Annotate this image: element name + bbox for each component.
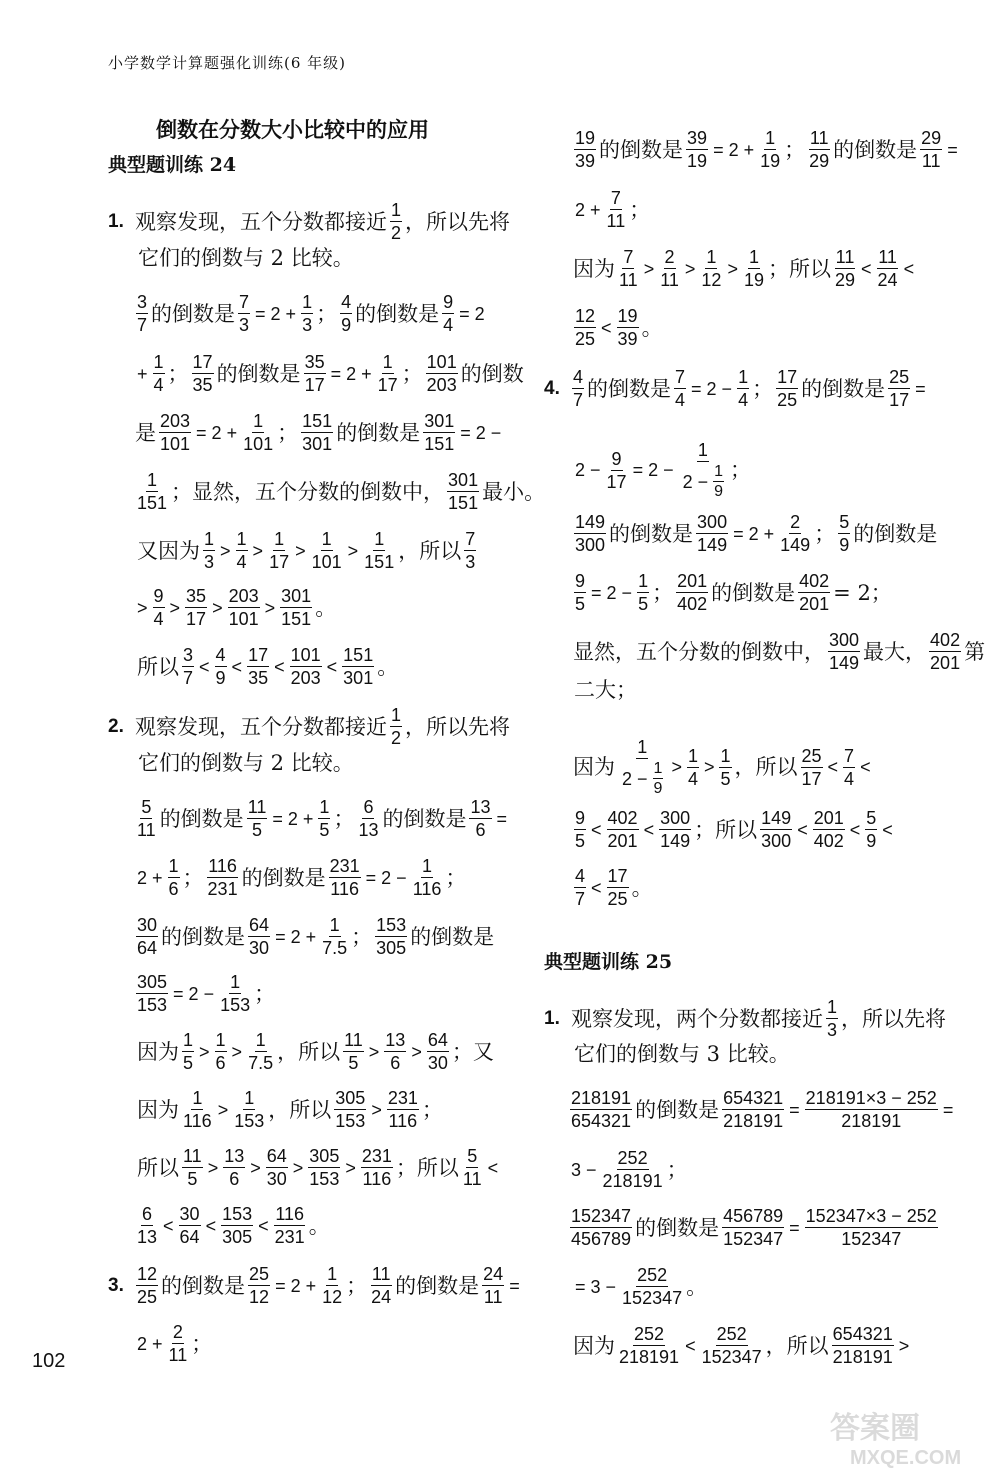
problem-number: 1.: [544, 1007, 560, 1029]
section-25-problem-1-line-6: = 3 − $\frac{252}{152347}$ 。: [575, 1265, 708, 1308]
problem-2-line-4: 2 + $\frac{1}{6}$ ； $\frac{116}{231}$ 的倒数是 $\frac{231}{116}$ = 2 − $\frac{1}{116}$ ；: [137, 856, 467, 899]
problem-4-line-8: $\frac{9}{5}$ < $\frac{402}{201}$ < $\frac{300}{149}$ ；所以 $\frac{149}{300}$ < $\frac{201}{402}$ < $\frac{5}{9}$ <: [575, 808, 893, 851]
problem-1-line-7: 又因为 $\frac{1}{3}$ > $\frac{1}{4}$ > $\frac{1}{17}$ > $\frac{1}{101}$ > $\frac{1}{151}$ ，所以 $\frac{7}{3}$: [137, 529, 476, 572]
watermark-logo: [820, 1400, 990, 1470]
problem-4-line-4: $\frac{9}{5}$ = 2 − $\frac{1}{5}$ ； $\frac{201}{402}$ 的倒数是 $\frac{402}{201}$ = 2；: [575, 571, 892, 614]
problem-4-line-9: $\frac{4}{7}$ < $\frac{17}{25}$ 。: [575, 866, 653, 909]
problem-3-line-1: 3. $\frac{12}{25}$ 的倒数是 $\frac{25}{12}$ = 2 + $\frac{1}{12}$ ； $\frac{11}{24}$ 的倒数是 $\frac{24}{11}$ =: [108, 1264, 520, 1307]
problem-number: 1.: [108, 210, 124, 232]
problem-1-line-9: 所以 $\frac{3}{7}$ < $\frac{4}{9}$ < $\frac{17}{35}$ < $\frac{101}{203}$ < $\frac{151}{301}$ 。: [137, 645, 399, 688]
problem-4-line-3: $\frac{149}{300}$ 的倒数是 $\frac{300}{149}$ = 2 + $\frac{2}{149}$ ； $\frac{5}{9}$ 的倒数是: [575, 512, 938, 555]
problem-2-line-7: 因为 $\frac{1}{5}$ > $\frac{1}{6}$ > $\frac{1}{7.5}$ ，所以 $\frac{11}{5}$ > $\frac{13}{6}$ > $\frac{64}{30}$ ；又: [137, 1030, 494, 1073]
problem-2-line-8: 因为 $\frac{1}{116}$ > $\frac{1}{153}$ ，所以 $\frac{305}{153}$ > $\frac{231}{116}$ ；: [137, 1088, 443, 1131]
fraction: $\frac{3}{7}$: [137, 292, 148, 335]
section-25-problem-1-line-2: 它们的倒数与 3 比较。: [574, 1042, 790, 1066]
fraction: $\frac{17}{35}$: [192, 352, 213, 395]
problem-4-line-7: 因为 1 2 − $\frac{1}{9}$ > $\frac{1}{4}$ > $\frac{1}{5}$ ，所以 $\frac{25}{17}$ < $\frac{7}{4}$ <: [573, 737, 871, 797]
fraction: $\frac{1}{101}$: [243, 411, 274, 454]
problem-1-line-1: [108, 200, 511, 243]
fraction: $\frac{7}{3}$: [239, 292, 250, 335]
problem-2-line-9: 所以 $\frac{11}{5}$ > $\frac{13}{6}$ > $\frac{64}{30}$ > $\frac{305}{153}$ > $\frac{231}{116}$ ；所以 $\frac{5}{11}$ <: [137, 1146, 499, 1189]
problem-1-line-8: > $\frac{9}{4}$ > $\frac{35}{17}$ > $\frac{203}{101}$ > $\frac{301}{151}$ 。: [137, 586, 337, 629]
article-title: 倒数在分数大小比较中的应用: [156, 117, 429, 142]
watermark-text: 答案圈: [830, 1411, 920, 1446]
section-25-problem-1-line-4: 3 − $\frac{252}{218191}$ ；: [571, 1148, 688, 1191]
problem-2-line-5: $\frac{30}{64}$ 的倒数是 $\frac{64}{30}$ = 2 + $\frac{1}{7.5}$ ； $\frac{153}{305}$ 的倒数是: [137, 915, 495, 958]
complex-fraction: 1 2 − $\frac{1}{9}$: [682, 440, 724, 500]
section-title-24: 典型题训练 24: [108, 154, 237, 176]
watermark-url: MXQE.COM: [850, 1447, 962, 1469]
problem-number: 4.: [544, 377, 560, 399]
fraction: $\frac{203}{101}$: [160, 411, 191, 454]
section-25-problem-1-line-1: 1. 观察发现，两个分数都接近 $\frac{1}{3}$ ，所以先将: [544, 997, 947, 1040]
problem-3-line-2: 2 + $\frac{2}{11}$ ；: [137, 1322, 213, 1365]
problem-4-line-6: 二大；: [574, 678, 637, 702]
problem-3-line-6: $\frac{12}{25}$ < $\frac{19}{39}$ 。: [575, 306, 663, 349]
problem-3-line-3: $\frac{19}{39}$ 的倒数是 $\frac{39}{19}$ = 2 + $\frac{1}{19}$ ； $\frac{11}{29}$ 的倒数是 $\frac{29}{11}$ =: [575, 128, 958, 171]
problem-2-line-1: 2. 观察发现，五个分数都接近 $\frac{1}{2}$ ，所以先将: [108, 705, 511, 748]
section-25-problem-1-line-5: $\frac{152347}{456789}$ 的倒数是 $\frac{456789}{152347}$ = $\frac{152347\times 3 - 252}{152347}$: [571, 1206, 937, 1249]
problem-4-line-2: 2 − $\frac{9}{17}$ = 2 − 1 2 − $\frac{1}{9}$ ；: [575, 440, 752, 500]
problem-3-line-4: 2 + $\frac{7}{11}$ ；: [575, 188, 651, 231]
problem-number: 2.: [108, 715, 124, 737]
text: ，所以先将: [405, 209, 511, 234]
problem-1-line-2: 它们的倒数与 2 比较。: [138, 246, 354, 270]
fraction: $\frac{301}{151}$: [448, 470, 479, 513]
problem-2-line-6: $\frac{305}{153}$ = 2 − $\frac{1}{153}$ ；: [137, 972, 276, 1015]
fraction: $\frac{1}{4}$: [153, 352, 164, 395]
problem-1-line-4: + $\frac{1}{4}$ ； $\frac{17}{35}$ 的倒数是 $\frac{35}{17}$ = 2 + $\frac{1}{17}$ ； $\frac{101}{203}$ 的倒数: [137, 352, 524, 395]
problem-1-line-6: $\frac{1}{151}$ ；显然，五个分数的倒数中， $\frac{301}{151}$ 最小。: [137, 470, 546, 513]
problem-4-line-1: 4. $\frac{4}{7}$ 的倒数是 $\frac{7}{4}$ = 2 − $\frac{1}{4}$ ； $\frac{17}{25}$ 的倒数是 $\frac{25}{17}$ =: [544, 367, 926, 410]
section-25-problem-1-line-7: 因为 $\frac{252}{218191}$ < $\frac{252}{152347}$ ，所以 $\frac{654321}{218191}$ >: [573, 1324, 910, 1367]
page-header: 小学数学计算题强化训练(6 年级): [108, 54, 347, 72]
fraction: $\frac{1}{3}$: [302, 292, 313, 335]
problem-2-line-3: $\frac{5}{11}$ 的倒数是 $\frac{11}{5}$ = 2 + $\frac{1}{5}$ ； $\frac{6}{13}$ 的倒数是 $\frac{13}{6}$ =: [137, 797, 508, 840]
fraction: $\frac{9}{4}$: [443, 292, 454, 335]
fraction: $\frac{1}{2}$: [391, 200, 402, 243]
problem-2-line-2: 它们的倒数与 2 比较。: [138, 751, 354, 775]
problem-2-line-10: $\frac{6}{13}$ < $\frac{30}{64}$ < $\frac{153}{305}$ < $\frac{116}{231}$ 。: [137, 1204, 330, 1247]
fraction: $\frac{1}{17}$: [377, 352, 398, 395]
complex-fraction: 1 2 − $\frac{1}{9}$: [622, 737, 663, 797]
section-25-problem-1-line-3: $\frac{218191}{654321}$ 的倒数是 $\frac{654321}{218191}$ = $\frac{218191\times 3 - 252}{218191}$ =: [571, 1088, 954, 1131]
problem-1-line-3: $\frac{3}{7}$ 的倒数是 $\frac{7}{3}$ = 2 + $\frac{1}{3}$ ； $\frac{4}{9}$ 的倒数是 $\frac{9}{4}$ = 2: [137, 292, 485, 335]
fraction: $\frac{101}{203}$: [426, 352, 457, 395]
fraction: $\frac{1}{151}$: [137, 470, 168, 513]
problem-4-line-5: 显然，五个分数的倒数中， $\frac{300}{149}$ 最大， $\frac{402}{201}$ 第: [573, 630, 986, 673]
fraction: $\frac{4}{9}$: [341, 292, 352, 335]
fraction: $\frac{151}{301}$: [302, 411, 333, 454]
section-title-25: 典型题训练 25: [544, 951, 673, 973]
fraction: $\frac{301}{151}$: [424, 411, 455, 454]
problem-number: 3.: [108, 1274, 124, 1296]
text: 观察发现，五个分数都接近: [135, 209, 387, 234]
problem-3-line-5: 因为 $\frac{7}{11}$ > $\frac{2}{11}$ > $\frac{1}{12}$ > $\frac{1}{19}$ ；所以 $\frac{11}{29}$ < $\frac{11}{24}$ <: [573, 247, 915, 290]
page-number: 102: [32, 1350, 66, 1372]
problem-1-line-5: 是 $\frac{203}{101}$ = 2 + $\frac{1}{101}$ ； $\frac{151}{301}$ 的倒数是 $\frac{301}{151}$ = 2 −: [135, 411, 502, 454]
fraction: $\frac{35}{17}$: [304, 352, 325, 395]
